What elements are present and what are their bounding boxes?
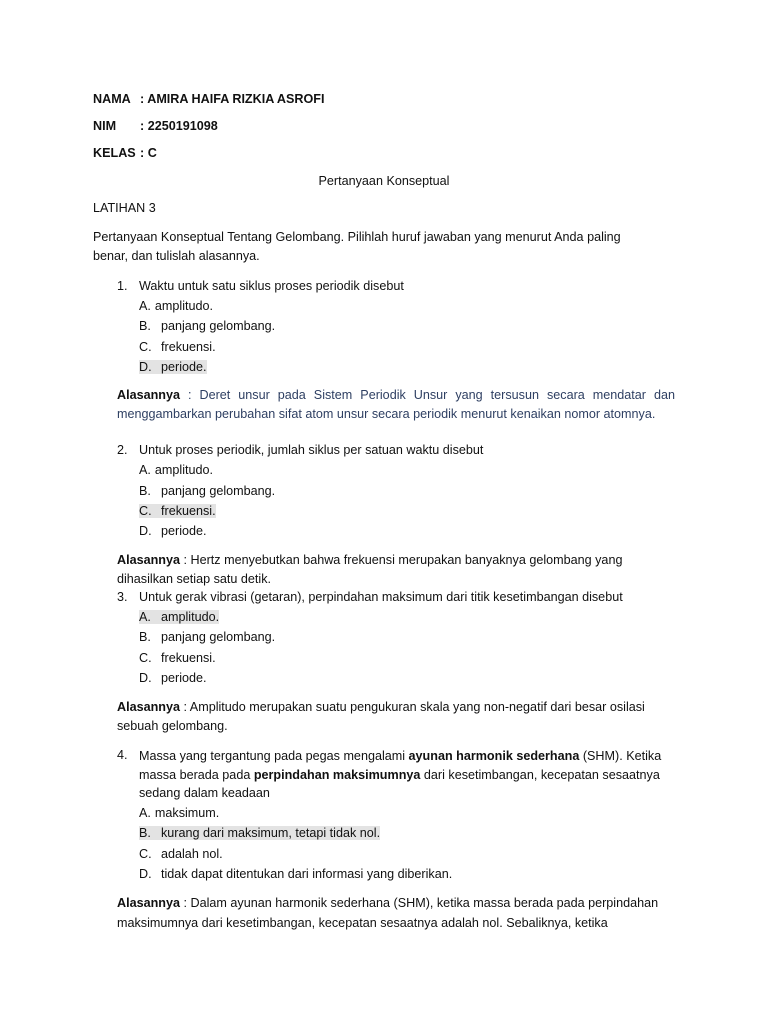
nim-value: : 2250191098	[140, 119, 218, 133]
option-d[interactable]: D. tidak dapat ditentukan dari informasi yang diberikan.	[139, 867, 453, 881]
question-number: 1.	[117, 279, 128, 293]
name-label: NAMA	[93, 92, 131, 106]
option-c[interactable]: C. adalah nol.	[139, 847, 223, 861]
question-text: Untuk gerak vibrasi (getaran), perpindahan maksimum dari titik kesetimbangan disebut	[139, 590, 623, 604]
reason-paragraph: Alasannya : Deret unsur pada Sistem Periodik Unsur yang tersusun secara mendatar dan	[117, 388, 675, 402]
reason-label: Alasannya	[117, 896, 180, 910]
option-d[interactable]: D. periode.	[139, 524, 207, 538]
reason-paragraph: Alasannya : Amplitudo merupakan suatu pengukuran skala yang non-negatif dari besar osilasi sebuah gelombang.	[117, 700, 645, 733]
reason-paragraph-cont: menggambarkan perubahan sifat atom unsur secara periodik menurut kenaikan nomor atomnya.	[117, 407, 656, 421]
option-c[interactable]: C. frekuensi.	[139, 651, 216, 665]
question-text: Untuk proses periodik, jumlah siklus per satuan waktu disebut	[139, 443, 484, 457]
class-label: KELAS	[93, 146, 136, 160]
class-value: : C	[140, 146, 157, 160]
option-b[interactable]: B. panjang gelombang.	[139, 319, 276, 333]
option-d-selected[interactable]: D. periode.	[139, 360, 207, 374]
option-d[interactable]: D. periode.	[139, 671, 207, 685]
section-heading: LATIHAN 3	[93, 201, 156, 215]
option-b[interactable]: B. panjang gelombang.	[139, 630, 276, 644]
option-b[interactable]: B. panjang gelombang.	[139, 484, 276, 498]
option-a-selected[interactable]: A. amplitudo.	[139, 610, 220, 624]
option-a[interactable]: A. amplitudo.	[139, 299, 214, 313]
intro-line: Pertanyaan Konseptual Tentang Gelombang. Pilihlah huruf jawaban yang menurut Anda paling	[93, 230, 621, 244]
reason-paragraph: Alasannya : Dalam ayunan harmonik sederhana (SHM), ketika massa berada pada perpindahan maksimumnya dari kesetimbangan, kecepatan sesaatnya adalah nol. Sebaliknya, ketika	[117, 896, 659, 930]
option-c-selected[interactable]: C. frekuensi.	[139, 504, 216, 518]
intro-line: benar, dan tulislah alasannya.	[93, 249, 260, 263]
option-b-selected[interactable]: B. kurang dari maksimum, tetapi tidak nol.	[139, 826, 381, 840]
question-text: Waktu untuk satu siklus proses periodik disebut	[139, 279, 404, 293]
nim-field	[93, 118, 218, 134]
option-a[interactable]: A. maksimum.	[139, 806, 220, 820]
reason-label: Alasannya	[117, 700, 180, 714]
class-field	[93, 145, 157, 161]
intro-paragraph	[93, 228, 653, 266]
option-c[interactable]: C. frekuensi.	[139, 340, 216, 354]
question-text: Massa yang tergantung pada pegas mengalami ayunan harmonik sederhana (SHM). Ketika massa berada pada perpindahan maksimumnya dari kesetimbangan, kecepatan sesaatnya sedang dalam keadaan	[139, 749, 662, 800]
question-number: 4.	[117, 748, 128, 762]
option-a[interactable]: A. amplitudo.	[139, 463, 214, 477]
question-number: 3.	[117, 590, 128, 604]
nim-label: NIM	[93, 119, 117, 133]
name-value: : AMIRA HAIFA RIZKIA ASROFI	[140, 92, 325, 106]
question-number: 2.	[117, 443, 128, 457]
reason-paragraph: Alasannya : Hertz menyebutkan bahwa frekuensi merupakan banyaknya gelombang yang dihasilkan setiap satu detik.	[117, 553, 623, 586]
reason-label: Alasannya	[117, 388, 180, 402]
document-title: Pertanyaan Konseptual	[318, 174, 450, 188]
reason-label: Alasannya	[117, 553, 180, 567]
name-field	[93, 91, 324, 107]
